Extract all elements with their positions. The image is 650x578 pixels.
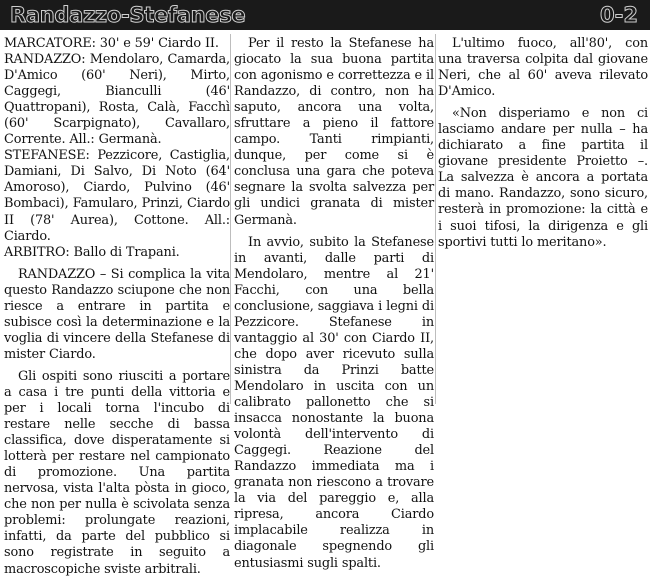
article-paragraph: RANDAZZO – Si complica la vita questo Randazzo sciupone che non riesce a entrare in partita e subisce così la determinazione e la voglia di vincere della Stefanese di mister Ciardo. <box>4 266 230 362</box>
match-title: Randazzo-Stefanese <box>10 3 246 27</box>
match-info <box>4 36 230 261</box>
match-score: 0-2 <box>600 3 638 27</box>
article-paragraph: Gli ospiti sono riusciti a portare a casa i tre punti della vittoria e per i locali torna l'incubo di restare nelle secche di bassa classifica, dove disperatamente si lotterà per restare nel campionato di promozione. Una partita nervosa, vista l'alta pòsta in gioco, che non per nulla è scivolata senza problemi: prolungate reazioni, infatti, da parte del pubblico si sono registrate in seguito a macroscopiche sviste arbitrali. <box>4 368 230 577</box>
article-paragraph: Per il resto la Stefanese ha giocato la sua buona partita con agonismo e correttezza e il Randazzo, di contro, non ha saputo, ancora una volta, sfruttare a pieno il fattore campo. Tanti rimpianti, dunque, per come si è conclusa una gara che poteva segnare la svolta salvezza per gli undici granata di mister Germanà. <box>234 36 434 228</box>
article-paragraph: «Non disperiamo e non ci lasciamo andare per nulla – ha dichiarato a fine partita il giovane presidente Proietto –. La salvezza è ancora a portata di mano. Randazzo, sono sicuro, resterà in promozione: la città e i suoi tifosi, la dirigenza e gli sportivi tutti lo meritano». <box>438 106 648 250</box>
scorers-line: MARCATORE: 30' e 59' Ciardo II. <box>4 36 219 51</box>
column-1 <box>4 36 230 577</box>
article-header <box>0 0 650 30</box>
randazzo-lineup: RANDAZZO: Mendolaro, Camarda, D'Amico (60' Neri), Mirto, Caggegi, Bianculli (46' Quattropani), Rosta, Calà, Facchì (60' Scarpignato), Cavallaro, Corrente. All.: Germanà. <box>4 52 230 148</box>
article-paragraph: L'ultimo fuoco, all'80', con una traversa colpita dal giovane Neri, che al 60' aveva rilevato D'Amico. <box>438 36 648 100</box>
column-2 <box>234 36 434 571</box>
article-paragraph: In avvio, subito la Stefanese in avanti, dalle parti di Mendolaro, mentre al 21' Facchi, con una bella conclusione, saggiava i legni di Pezzicore. Stefanese in vantaggio al 30' con Ciardo II, che dopo aver ricevuto sulla sinistra da Prinzi batte Mendolaro in uscita con un calibrato pallonetto che si insacca nonostante la buona volontà dell'intervento di Caggegi. Reazione del Randazzo immediata ma i granata non riescono a trovare la via del pareggio e, alla ripresa, ancora Ciardo implacabile realizza in diagonale spegnendo gli entusiasmi sugli spalti. <box>234 234 434 571</box>
column-divider <box>230 34 231 404</box>
stefanese-lineup: STEFANESE: Pezzicore, Castiglia, Damiani, Di Salvo, Di Noto (64' Amoroso), Ciardo, Pulvino (46' Bombaci), Famularo, Prinzi, Ciardo II (78' Aurea), Cottone. All.: Ciardo. <box>4 148 230 244</box>
column-3 <box>438 36 648 404</box>
referee-line: ARBITRO: Ballo di Trapani. <box>4 244 180 260</box>
column-divider <box>435 34 436 404</box>
